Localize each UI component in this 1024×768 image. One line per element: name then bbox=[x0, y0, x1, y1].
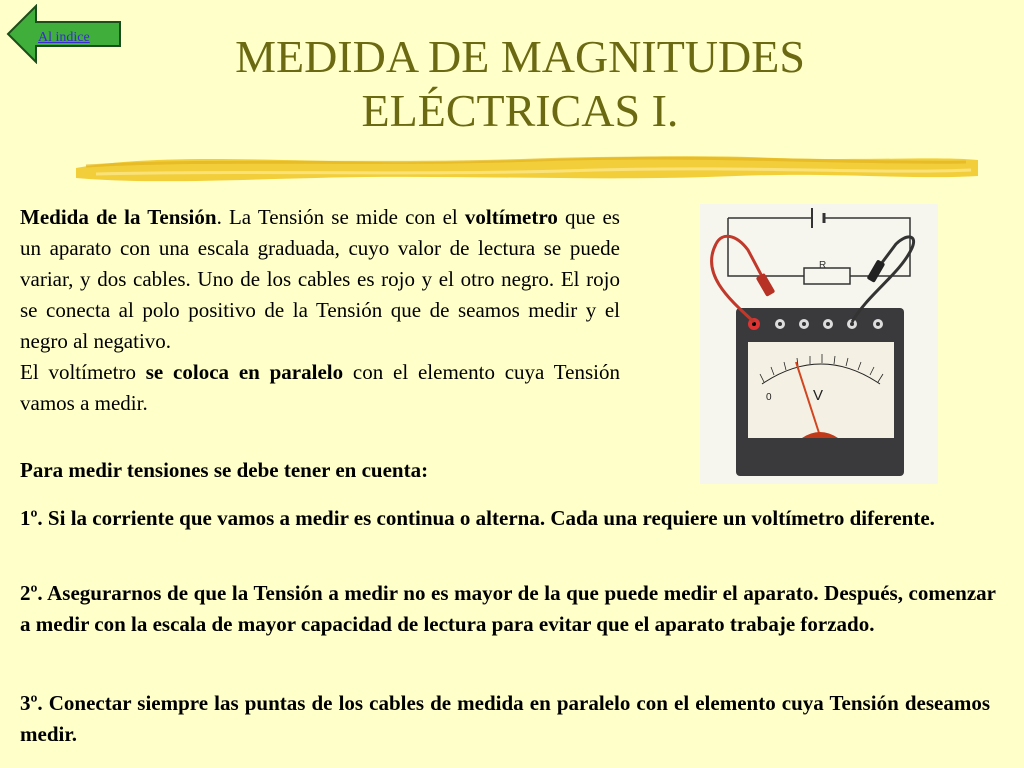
page-title bbox=[100, 30, 940, 138]
intro-text bbox=[20, 202, 620, 419]
term-tension: Medida de la Tensión bbox=[20, 205, 217, 229]
intro-paragraph-1 bbox=[20, 202, 620, 357]
back-to-index-link[interactable]: Al indice bbox=[38, 30, 90, 45]
voltmeter-illustration bbox=[700, 204, 938, 484]
parallel-emphasis: se coloca en paralelo bbox=[145, 360, 344, 384]
consideration-3: 3º. Conectar siempre las puntas de los cables de medida en paralelo con el elemento cuya Tensión deseamos medir. bbox=[20, 691, 990, 746]
title-line-2: ELÉCTRICAS I. bbox=[361, 85, 679, 136]
intro-description: que es un aparato con una escala graduada, cuyo valor de lectura se puede variar, y dos cables. Uno de los cables es rojo y el otro negro. El rojo se conecta al polo positivo de la Tensión que de seamos medir y el negro al negativo. bbox=[20, 205, 620, 353]
term-voltmeter: voltímetro bbox=[464, 205, 558, 229]
voltmeter-symbol: V bbox=[813, 387, 824, 404]
considerations-heading: Para medir tensiones se debe tener en cuenta: bbox=[20, 458, 429, 482]
scale-zero-label: 0 bbox=[766, 392, 772, 403]
consideration-1: 1º. Si la corriente que vamos a medir es continua o alterna. Cada una requiere un voltímetro diferente. bbox=[20, 506, 935, 530]
consideration-2: 2º. Asegurarnos de que la Tensión a medir no es mayor de la que puede medir el aparato. Después, comenzar a medir con la escala de mayor capacidad de lectura para evitar que el aparato trabaje forzado. bbox=[20, 581, 996, 636]
title-line-1: MEDIDA DE MAGNITUDES bbox=[235, 31, 805, 82]
intro-text-segment: con el elemento cuya Tensión vamos a medir. bbox=[20, 360, 620, 415]
intro-paragraph-2 bbox=[20, 357, 620, 419]
intro-text-segment: El voltímetro bbox=[20, 360, 146, 384]
intro-text-segment: . La Tensión se mide con el bbox=[216, 205, 465, 229]
resistor-label: R bbox=[819, 260, 827, 271]
brush-stroke-divider bbox=[76, 146, 978, 188]
